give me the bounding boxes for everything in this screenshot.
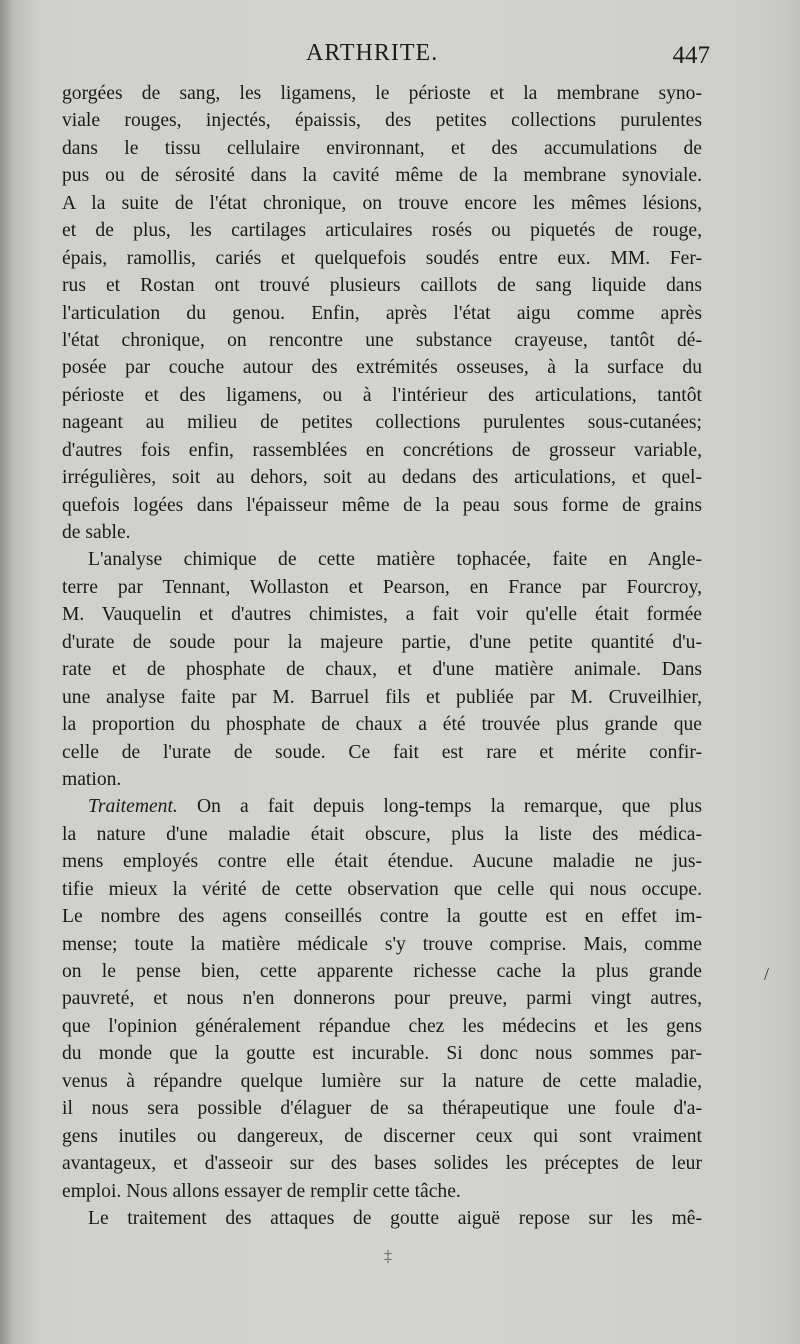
text-line: pauvreté, et nous n'en donnerons pour preuve, parmi vingt autres, [62,988,702,1010]
ink-smudge: ‡ [384,1248,392,1265]
text-line: de sable. [62,522,131,543]
text-line: d'urate de soude pour la majeure partie, d'une petite quantité d'u- [62,631,702,653]
text-line: emploi. Nous allons essayer de remplir cette tâche. [62,1180,461,1202]
text-line: périoste et des ligamens, ou à l'intérieur des articulations, tantôt [62,384,702,406]
text-line: irrégulières, soit au dehors, soit au dedans des articulations, et quel- [62,467,702,489]
text-line: du monde que la goutte est incurable. Si donc nous sommes par- [62,1043,702,1065]
text-line: que l'opinion généralement répandue chez les médecins et les gens [62,1015,702,1037]
text-line: d'autres fois enfin, rassemblées en concrétions de grosseur variable, [62,439,702,461]
page-header [60,40,710,80]
text-line: mation. [62,768,122,790]
text-line: mense; toute la matière médicale s'y trouve comprise. Mais, comme [62,933,702,955]
text-line: celle de l'urate de soude. Ce fait est rare et mérite confir- [62,741,702,763]
text-line: terre par Tennant, Wollaston et Pearson, en France par Fourcroy, [62,576,702,598]
page-number: 447 [672,42,710,69]
text-line: dans le tissu cellulaire environnant, et des accumulations de [62,137,702,159]
text-line: pus ou de sérosité dans la cavité même de la membrane synoviale. [62,165,702,187]
text-line: L'analyse chimique de cette matière tophacée, faite en Angle- [88,549,702,571]
text-line: une analyse faite par M. Barruel fils et publiée par M. Cruveilhier, [62,686,702,708]
text-line: viale rouges, injectés, épaissis, des petites collections purulentes [62,110,702,132]
text-line: Le traitement des attaques de goutte aiguë repose sur les mê- [88,1207,702,1229]
text-line: et de plus, les cartilages articulaires rosés ou piquetés de rouge, [62,220,702,242]
text-line: posée par couche autour des extrémités osseuses, à la surface du [62,357,702,379]
text-line: gorgées de sang, les ligamens, le périoste et la membrane syno- [62,83,702,104]
text-line: nageant au milieu de petites collections purulentes sous-cutanées; [62,412,702,434]
text-line: Le nombre des agens conseillés contre la goutte est en effet im- [62,906,702,928]
traitement-heading: Traitement. [88,796,178,818]
text-line: A la suite de l'état chronique, on trouve encore les mêmes lésions, [62,192,702,214]
running-title: ARTHRITE. [306,40,439,66]
text-line: tifie mieux la vérité de cette observation que celle qui nous occupe. [62,878,702,900]
text-line: la nature d'une maladie était obscure, plus la liste des médica- [62,823,702,845]
text-line: épais, ramollis, cariés et quelquefois soudés entre eux. MM. Fer- [62,247,702,269]
text-line: rate et de phosphate de chaux, et d'une matière animale. Dans [62,659,702,681]
text-line: il nous sera possible d'élaguer de sa thérapeutique une foule d'a- [62,1098,702,1120]
body-text [62,80,702,1232]
text-line: on le pense bien, cette apparente richesse cache la plus grande [62,961,702,982]
text-line: mens employés contre elle était étendue. Aucune maladie ne jus- [62,851,702,873]
text-line: M. Vauquelin et d'autres chimistes, a fait voir qu'elle était formée [62,604,702,626]
text-line: gens inutiles ou dangereux, de discerner ceux qui sont vraiment [62,1125,702,1147]
text-line: venus à répandre quelque lumière sur la nature de cette maladie, [62,1070,702,1092]
text-line: l'état chronique, on rencontre une substance crayeuse, tantôt dé- [62,329,702,351]
text-line: l'articulation du genou. Enfin, après l'état aigu comme après [62,302,702,324]
text-line: la proportion du phosphate de chaux a été trouvée plus grande que [62,714,702,736]
text-line-traitement [62,793,702,820]
traitement-text: On a fait depuis long-temps la remarque, que plus [177,796,702,818]
text-line: avantageux, et d'asseoir sur des bases solides les préceptes de leur [62,1153,702,1175]
text-line: quefois logées dans l'épaisseur même de la peau sous forme de grains [62,494,702,516]
margin-mark: / [764,964,770,984]
text-line: rus et Rostan ont trouvé plusieurs caillots de sang liquide dans [62,275,702,297]
